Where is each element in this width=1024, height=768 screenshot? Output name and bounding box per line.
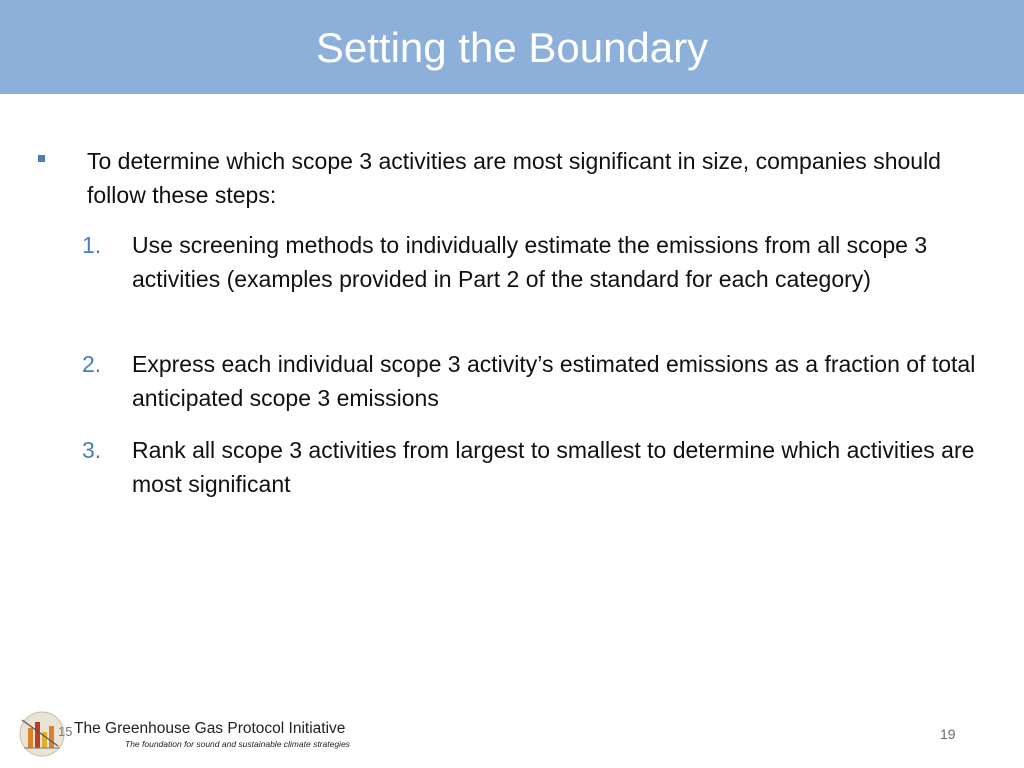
- org-tagline: The foundation for sound and sustainable climate strategies: [125, 739, 350, 749]
- footer-slide-number: 15: [58, 724, 73, 739]
- slide-title: Setting the Boundary: [315, 24, 709, 71]
- step-text-2: Express each individual scope 3 activity’s estimated emissions as a fraction of total anticipated scope 3 emissions: [132, 351, 976, 411]
- org-name: The Greenhouse Gas Protocol Initiative: [74, 720, 346, 737]
- intro-bullet-text: To determine which scope 3 activities are most significant in size, companies should follow these steps:: [87, 148, 941, 208]
- page-number: 19: [940, 726, 956, 742]
- step-text-3: Rank all scope 3 activities from largest to smallest to determine which activities are most significant: [132, 437, 975, 497]
- square-bullet-icon: [38, 155, 45, 162]
- step-number-1: 1.: [82, 232, 102, 258]
- step-text-1: Use screening methods to individually estimate the emissions from all scope 3 activities (examples provided in Part 2 of the standard for each category): [132, 232, 928, 292]
- step-number-3: 3.: [82, 437, 102, 463]
- step-number-2: 2.: [82, 351, 102, 377]
